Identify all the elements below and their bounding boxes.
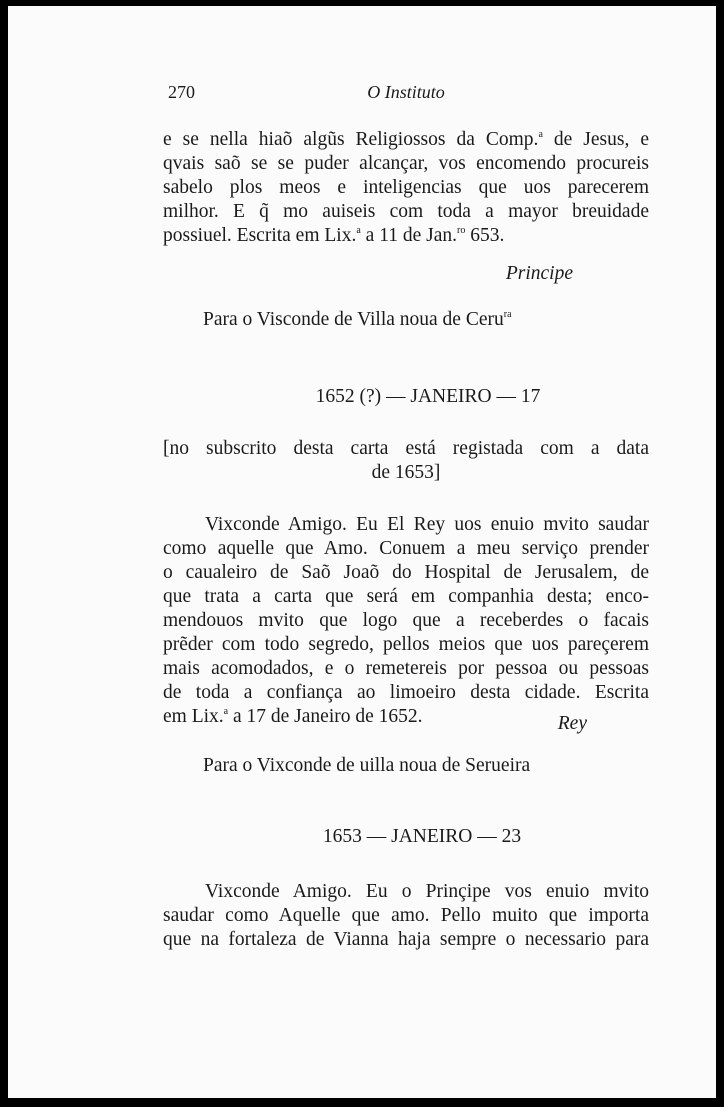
text-line: [163, 880, 649, 904]
letter2-signature: Rey: [557, 713, 587, 734]
text-line: [163, 928, 649, 952]
text-line: [163, 513, 649, 537]
text-run: sabelo plos meos e inteligencias que uos parecerem: [163, 177, 649, 198]
book-page: [8, 6, 716, 1098]
letter2-editorial-note: [163, 437, 649, 485]
text-line: [163, 585, 649, 609]
letter2-body: [163, 513, 649, 729]
text-run: 653.: [465, 225, 505, 246]
text-run: qvais saõ se se puder alcançar, vos encomendo procureis: [163, 153, 649, 174]
text-run: milhor. E q̃ mo auiseis com toda a mayor breuidade: [163, 201, 649, 222]
text-run: que trata a carta que será em companhia desta; enco-: [163, 586, 649, 607]
letter1-body: [163, 128, 649, 248]
superscript-abbrev: a: [223, 706, 229, 717]
text-line: [163, 152, 649, 176]
text-run: possiuel. Escrita em Lix.: [163, 225, 357, 246]
text-run: saudar como Aquelle que amo. Pello muito que importa: [163, 905, 649, 926]
text-run: de toda a confiança ao limoeiro desta cidade. Escrita: [163, 682, 649, 703]
letter1-signature: Principe: [505, 263, 573, 284]
note-line: [no subscrito desta carta está registada com a data: [163, 438, 649, 459]
text-run: mendouos mvito que logo que a receberdes o facais: [163, 610, 649, 631]
superscript-abbrev: ra: [503, 309, 512, 320]
letter2-date-heading: 1652 (?) — JANEIRO — 17: [315, 386, 541, 407]
text-run: prẽder com todo segredo, pellos meios que uos pareçerem: [163, 634, 649, 655]
text-line: [163, 681, 649, 705]
text-run: que na fortaleza de Vianna haja sempre o necessario para: [163, 929, 649, 950]
page-number: 270: [168, 82, 195, 102]
text-line: [163, 537, 649, 561]
text-line: [163, 609, 649, 633]
text-line: [163, 224, 649, 248]
text-run: e se nella hiaõ algũs Religiossos da Comp.: [163, 129, 539, 150]
letter2-address: Para o Vixconde de uilla noua de Serueira: [203, 755, 531, 776]
text-run: Vixconde Amigo. Eu El Rey uos enuio mvito saudar: [205, 514, 649, 535]
page-content: [163, 80, 650, 950]
text-line: [163, 176, 649, 200]
page-header: [163, 80, 649, 110]
letter3-body: [163, 880, 649, 952]
text-line: [163, 904, 649, 928]
text-line: [163, 633, 649, 657]
text-run: a 11 de Jan.: [360, 225, 458, 246]
text-run: Para o Visconde de Villa noua de Ceru: [203, 309, 504, 330]
superscript-abbrev: a: [538, 129, 543, 140]
text-line: [163, 657, 649, 681]
letter3-date-heading: 1653 — JANEIRO — 23: [322, 826, 522, 847]
superscript-abbrev: a: [356, 225, 361, 236]
running-title: O Instituto: [367, 82, 445, 102]
text-run: Vixconde Amigo. Eu o Prinçipe vos enuio mvito: [205, 881, 649, 902]
text-run: mais acomodados, e o remetereis por pessoa ou pessoas: [163, 658, 649, 679]
text-run: como aquelle que Amo. Conuem a meu serviço prender: [163, 538, 649, 559]
text-run: em Lix.: [163, 706, 224, 727]
text-run: de Jesus, e: [542, 129, 650, 150]
superscript-abbrev: ro: [457, 225, 466, 236]
text-line: [163, 128, 649, 152]
letter1-address: [163, 308, 649, 332]
text-line: [163, 561, 649, 585]
text-line: [163, 200, 649, 224]
text-run: a 17 de Janeiro de 1652.: [228, 706, 423, 727]
text-run: o caualeiro de Saõ Joaõ do Hospital de Jerusalem, de: [163, 562, 649, 583]
note-line: de 1653]: [371, 462, 441, 483]
